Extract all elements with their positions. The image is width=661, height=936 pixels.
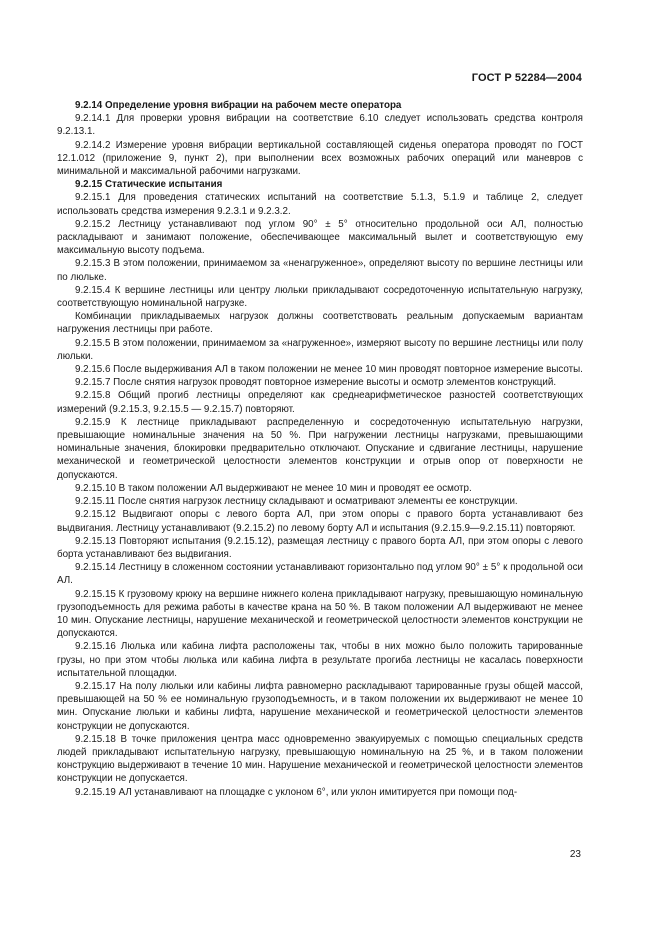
paragraph: Комбинации прикладываемых нагрузок должны соответствовать реальным допускаемым вариантам нагружения лестницы при работе. bbox=[57, 311, 583, 336]
paragraph: 9.2.15.18 В точке приложения центра масс одновременно эвакуируемых с помощью специальных средств людей прикладывают испытательную нагрузку, превышающую номинальную на 25 %, и в таком положении конструкцию выдерживают в течение 10 мин. Нарушение механической и геометрической целостности элементов конструкции не допускается. bbox=[57, 733, 583, 785]
paragraph: 9.2.15.9 К лестнице прикладывают распределенную и сосредоточенную испытательную нагрузки, превышающие номинальные значения на 50 %. При нагружении лестницы нагрузками, превышающими номинальные значения, блокировки предварительно отключают. Опускание и сдвигание лестницы, нарушение механической и геометрической целостности элементов конструкции и отрыв опор от поверхности не допускаются. bbox=[57, 416, 583, 481]
paragraph: 9.2.15.19 АЛ устанавливают на площадке с уклоном 6°, или уклон имитируется при помощи под- bbox=[75, 786, 518, 798]
paragraph: 9.2.15.10 В таком положении АЛ выдерживают не менее 10 мин и проводят ее осмотр. bbox=[75, 482, 472, 494]
section-heading: 9.2.15 Статические испытания bbox=[75, 179, 223, 191]
paragraph: 9.2.15.5 В этом положении, принимаемом за «нагруженное», измеряют высоту по вершине лестницы или полу люльки. bbox=[57, 337, 583, 362]
paragraph: 9.2.15.4 К вершине лестницы или центру люльки прикладывают сосредоточенную испытательную нагрузку, соответствующую номинальной нагрузке. bbox=[57, 284, 583, 310]
paragraph: 9.2.15.8 Общий прогиб лестницы определяют как среднеарифметическое разностей соответствующих измерений (9.2.15.3, 9.2.15.5 — 9.2.15.7) повторяют. bbox=[57, 390, 583, 415]
paragraph: 9.2.15.13 Повторяют испытания (9.2.15.12), размещая лестницу с правого борта АЛ, при этом опоры с левого борта устанавливают без выдвигания. bbox=[57, 535, 583, 560]
section-heading: 9.2.14 Определение уровня вибрации на рабочем месте оператора bbox=[75, 100, 402, 111]
paragraph: 9.2.15.2 Лестницу устанавливают под углом 90° ± 5° относительно продольной оси АЛ, полностью раскладывают и занимают положение, обеспечивающее максимальный вылет и соответствующую ему максимальную высоту подъема. bbox=[57, 218, 583, 257]
paragraph: 9.2.15.12 Выдвигают опоры с левого борта АЛ, при этом опоры с правого борта устанавливают без выдвигания. Лестницу устанавливают (9.2.15.2) по левому борту АЛ и испытания (9.2.15.9—9.2.15.11) повторяют. bbox=[57, 509, 583, 534]
paragraph: 9.2.14.2 Измерение уровня вибрации вертикальной составляющей сиденья оператора проводят по ГОСТ 12.1.012 (приложение 9, пункт 2), при выполнении всех возможных рабочих операций или маневров с минимальной и максимальной рабочими нагрузками. bbox=[57, 139, 583, 178]
paragraph: 9.2.15.11 После снятия нагрузок лестницу складывают и осматривают элементы ее конструкции. bbox=[75, 496, 518, 508]
paragraph: 9.2.15.1 Для проведения статических испытаний на соответствие 5.1.3, 5.1.9 и таблице 2, следует использовать средства измерения 9.2.3.1 и 9.2.3.2. bbox=[57, 192, 583, 217]
standard-header: ГОСТ Р 52284—2004 bbox=[471, 72, 582, 84]
document-body bbox=[57, 99, 583, 799]
paragraph: 9.2.15.17 На полу люльки или кабины лифта равномерно раскладывают тарированные грузы общей массой, превышающей на 50 % ее номинальную грузоподъемность, и в таком положении их выдерживают не менее 10 мин. Опускание люльки и кабины лифта, нарушение механической и геометрической целостности элементов конструкции не допускаются. bbox=[57, 680, 583, 732]
paragraph: 9.2.15.3 В этом положении, принимаемом за «ненагруженное», определяют высоту по вершине лестницы или по люльке. bbox=[57, 258, 583, 283]
paragraph: 9.2.15.16 Люлька или кабина лифта расположены так, чтобы в них можно было положить тарированные грузы, но при этом чтобы люлька или кабина лифта в результате прогиба лестницы не касалась поверхности испытательной площадки. bbox=[57, 641, 583, 679]
paragraph: 9.2.15.7 После снятия нагрузок проводят повторное измерение высоты и осмотр элементов конструкций. bbox=[75, 377, 557, 389]
page-number: 23 bbox=[569, 849, 581, 860]
paragraph: 9.2.15.15 К грузовому крюку на вершине нижнего колена прикладывают нагрузку, превышающую номинальную грузоподъемность для режима работы в качестве крана на 50 %. В таком положении АЛ выдерживают не менее 10 мин. Опускание лестницы, нарушение механической и геометрической целостности элементов конструкции не допускаются. bbox=[57, 588, 583, 640]
paragraph: 9.2.15.14 Лестницу в сложенном состоянии устанавливают горизонтально под углом 90° ± 5° к продольной оси АЛ. bbox=[57, 562, 583, 587]
paragraph: 9.2.14.1 Для проверки уровня вибрации на соответствие 6.10 следует использовать средства контроля 9.2.13.1. bbox=[57, 113, 583, 138]
paragraph: 9.2.15.6 После выдерживания АЛ в таком положении не менее 10 мин проводят повторное измерение высоты. bbox=[75, 364, 583, 376]
